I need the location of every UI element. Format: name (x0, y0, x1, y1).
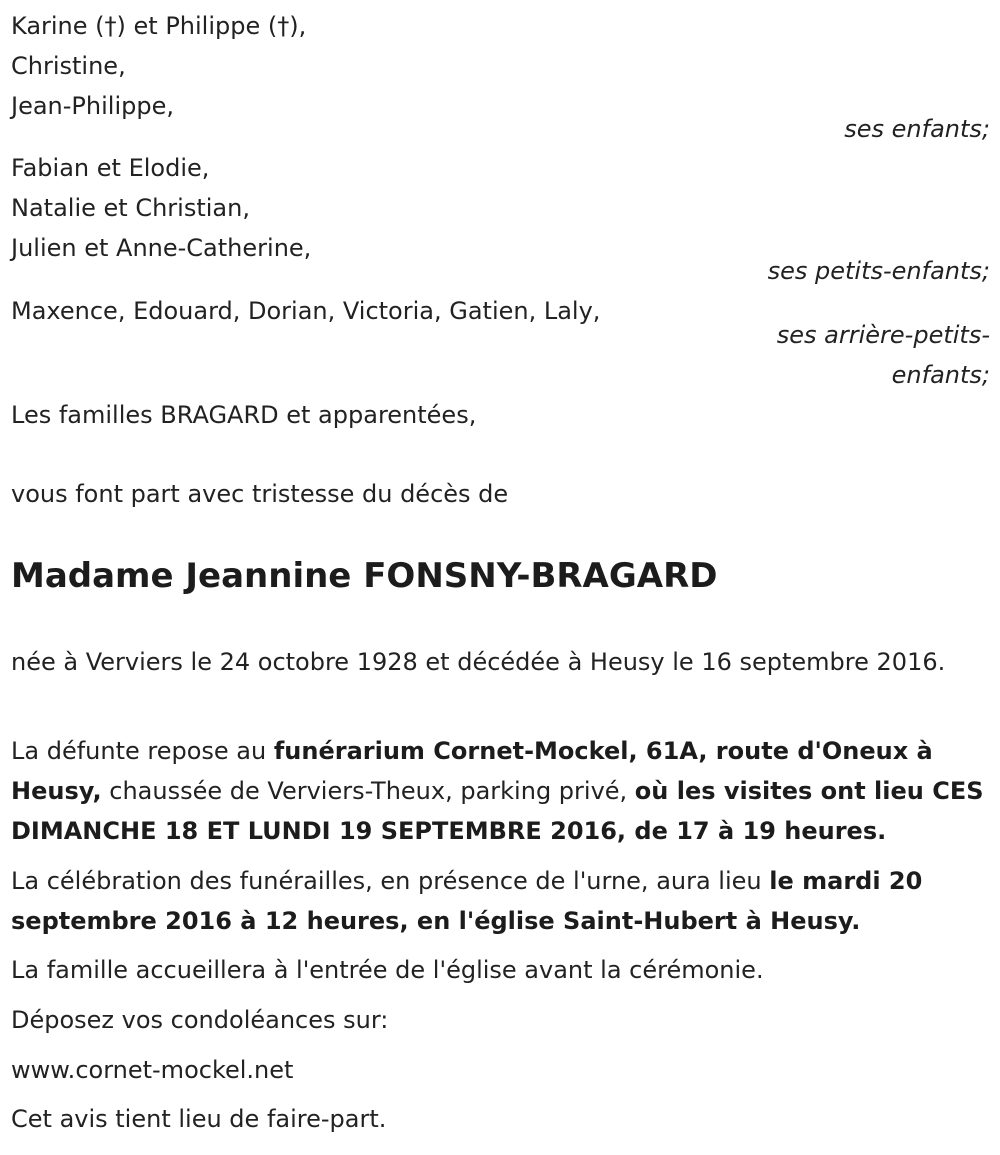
notice-line: Cet avis tient lieu de faire-part. (11, 1105, 387, 1133)
repose-paragraph (11, 731, 991, 851)
announcement-line: vous font part avec tristesse du décès de (11, 480, 509, 508)
grandchildren-line-1: Fabian et Elodie, (11, 154, 210, 182)
children-line-1: Karine (†) et Philippe (†), (11, 12, 307, 40)
reception-line: La famille accueillera à l'entrée de l'église avant la cérémonie. (11, 956, 764, 984)
celebration-text: La célébration des funérailles, en présence de l'urne, aura lieu (11, 867, 770, 895)
birth-death-paragraph: née à Verviers le 24 octobre 1928 et décédée à Heusy le 16 septembre 2016. (11, 648, 946, 676)
condolences-label: Déposez vos condoléances sur: (11, 1006, 389, 1034)
repose-text-1: La défunte repose au (11, 737, 274, 765)
website-text: www.cornet-mockel.net (11, 1056, 294, 1084)
children-line-2: Christine, (11, 52, 126, 80)
deceased-name: Madame Jeannine FONSNY-BRAGARD (11, 556, 718, 596)
grandchildren-line-3: Julien et Anne-Catherine, (11, 234, 312, 262)
grandchildren-line-2: Natalie et Christian, (11, 194, 250, 222)
grandchildren-role: ses petits-enfants; (767, 257, 990, 285)
great-grandchildren-role-1: ses arrière-petits- (776, 321, 990, 349)
celebration-bold: le mardi 20 septembre 2016 à 12 heures, en l'église Saint-Hubert à Heusy. (11, 867, 923, 935)
families-line: Les familles BRAGARD et apparentées, (11, 401, 477, 429)
repose-bold-1: funérarium Cornet-Mockel, 61A, route d'Oneux à Heusy, (11, 737, 933, 805)
great-grandchildren-line: Maxence, Edouard, Dorian, Victoria, Gatien, Laly, (11, 297, 601, 325)
great-grandchildren-role-2: enfants; (891, 361, 990, 389)
children-line-3: Jean-Philippe, (11, 92, 174, 120)
repose-bold-2: où les visites ont lieu CES DIMANCHE 18 ET LUNDI 19 SEPTEMBRE 2016, de 17 à 19 heures. (11, 777, 984, 845)
repose-text-2: chaussée de Verviers-Theux, parking privé, (101, 777, 635, 805)
children-role: ses enfants; (844, 115, 990, 143)
celebration-paragraph (11, 861, 991, 941)
